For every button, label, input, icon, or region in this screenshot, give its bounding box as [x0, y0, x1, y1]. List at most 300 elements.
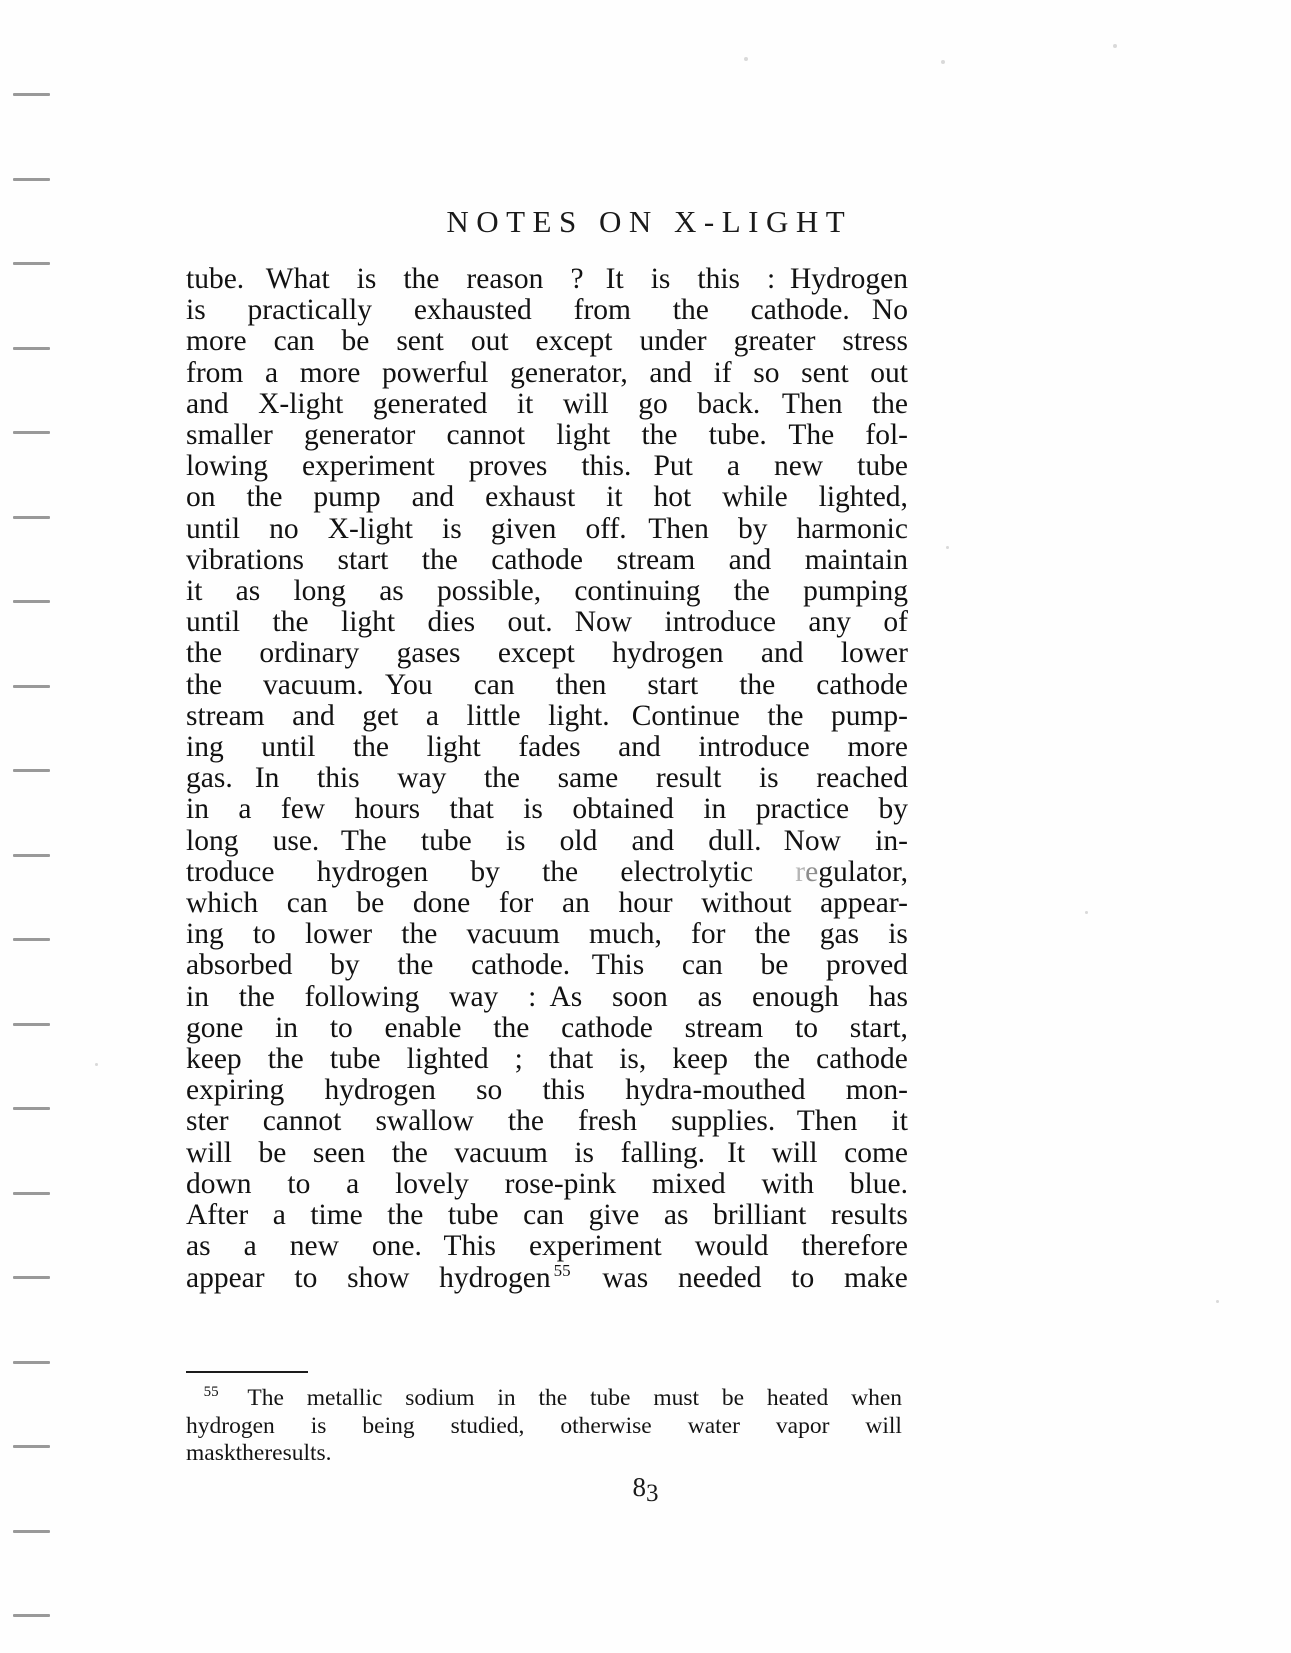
word: stream: [186, 699, 265, 732]
word: more: [847, 731, 908, 764]
edge-mark: [13, 938, 50, 941]
word: and: [728, 543, 772, 576]
word: exhausted: [413, 294, 532, 327]
word: cathode: [816, 1043, 908, 1076]
word: expiring: [186, 1074, 285, 1107]
footnote-marker: 55: [203, 1384, 219, 1401]
word: start: [647, 668, 699, 701]
word: will: [562, 387, 609, 420]
word: until: [261, 731, 316, 764]
text-line: [186, 826, 908, 857]
word: that: [548, 1043, 594, 1076]
text-line: [186, 1138, 908, 1169]
word: in: [703, 793, 727, 826]
text-line: [186, 982, 908, 1013]
word: be: [341, 325, 370, 358]
word: the: [641, 419, 678, 452]
word: swallow: [375, 1105, 474, 1138]
word: it: [891, 1105, 908, 1138]
word: hydrogen $^{55}$: [439, 1260, 571, 1294]
word: the: [538, 1385, 568, 1411]
word: generator,: [510, 356, 628, 389]
word: can: [473, 668, 515, 701]
edge-mark: [13, 1107, 50, 1110]
word: exhaust: [485, 481, 576, 514]
edge-mark: [13, 600, 50, 603]
word: the: [507, 1105, 544, 1138]
word: the: [754, 918, 791, 951]
word: long: [186, 824, 239, 857]
word: studied,: [450, 1412, 525, 1439]
text-line: [186, 701, 908, 732]
word: to: [329, 1011, 353, 1044]
word: from: [186, 356, 244, 389]
word: to: [252, 918, 276, 951]
word: give: [588, 1199, 640, 1232]
word: the: [403, 263, 440, 295]
word: for: [691, 918, 726, 951]
word: possible,: [437, 575, 542, 608]
page-number: [0, 1472, 1291, 1507]
word: brilliant: [712, 1199, 807, 1232]
word: hydrogen: [316, 855, 429, 888]
word: a: [272, 1199, 286, 1232]
word: enough: [751, 980, 839, 1013]
word: will: [186, 1136, 232, 1169]
word: practice: [755, 793, 850, 826]
word: proved: [826, 949, 908, 982]
word: except: [535, 325, 613, 358]
word: pumping: [803, 575, 908, 608]
word: lighted,: [818, 481, 908, 514]
word: generated: [372, 387, 488, 420]
word: come: [844, 1136, 908, 1169]
word: new: [773, 450, 824, 483]
word: the: [401, 918, 438, 951]
scan-speck: [1085, 911, 1088, 914]
word: until: [186, 606, 241, 639]
word: electrolytic: [620, 855, 754, 888]
text-line: [186, 857, 908, 888]
word: reason: [466, 263, 544, 295]
folio-digit: 3: [646, 1480, 659, 1507]
word: obtained: [572, 793, 674, 826]
text-line: [186, 358, 908, 389]
word: by: [330, 949, 360, 982]
word: can: [273, 325, 315, 358]
word: same: [557, 762, 619, 795]
word: ? It: [570, 263, 624, 295]
word: start: [337, 543, 389, 576]
word: appear-: [820, 887, 908, 920]
footnote-reference[interactable]: 55: [553, 1260, 571, 1280]
word: ing: [186, 918, 224, 951]
word: given: [490, 512, 557, 545]
word: to: [795, 1011, 818, 1044]
word: stress: [842, 325, 908, 358]
word: results: [830, 1199, 908, 1232]
word: no: [269, 512, 299, 545]
word: be: [258, 1136, 287, 1169]
word: vibrations: [186, 543, 304, 576]
word: tube: [590, 1385, 631, 1411]
word: appear: [186, 1261, 265, 1294]
word: greater: [733, 325, 816, 358]
word: must: [653, 1385, 700, 1411]
word: the: [246, 481, 283, 514]
word: which: [186, 887, 259, 920]
word: long: [293, 575, 346, 608]
word: therefore: [801, 1230, 908, 1263]
word: gas: [819, 918, 860, 951]
word: the: [542, 855, 579, 888]
word: the: [272, 606, 309, 639]
word: seen: [312, 1136, 366, 1169]
word: so: [476, 1074, 503, 1107]
word: powerful: [381, 356, 489, 389]
word: a: [346, 1167, 360, 1200]
word: is: [442, 512, 462, 545]
word: absorbed: [186, 949, 293, 982]
word: done: [412, 887, 471, 920]
word: so: [753, 356, 780, 389]
word: X-light: [258, 387, 344, 420]
word: as: [663, 1199, 689, 1232]
word: ster: [186, 1105, 229, 1138]
edge-mark: [13, 854, 50, 857]
edge-mark: [13, 178, 50, 181]
word: tube: [857, 450, 908, 483]
word: any: [808, 606, 851, 639]
word: in: [186, 980, 209, 1013]
edge-mark: [13, 769, 50, 772]
word: maintain: [804, 543, 908, 576]
word: the: [397, 949, 434, 982]
word: out. Now: [507, 606, 633, 639]
scan-speck: [1216, 1300, 1219, 1303]
word: hydra-mouthed: [625, 1074, 806, 1107]
scan-speck: [946, 546, 949, 549]
word: gone: [186, 1011, 244, 1044]
word: the: [387, 1199, 424, 1232]
word: would: [694, 1230, 769, 1263]
word: except: [497, 637, 575, 670]
text-line: [186, 763, 908, 794]
word-damaged: regulator,: [795, 855, 908, 888]
word: is: [310, 1412, 327, 1439]
text-line: [186, 420, 908, 451]
word: the: [754, 1043, 791, 1076]
word: will: [865, 1412, 902, 1439]
word: the: [267, 1043, 304, 1076]
scan-speck: [95, 1063, 98, 1066]
word: the: [739, 668, 776, 701]
word: tube. What: [186, 263, 330, 295]
edge-mark: [13, 516, 50, 519]
word: vacuum: [454, 1136, 548, 1169]
word: being: [362, 1412, 415, 1439]
word: a: [264, 356, 279, 389]
word: : As: [528, 980, 583, 1013]
scan-speck: [1113, 44, 1117, 48]
footnote: [186, 1385, 902, 1468]
word: hydrogen: [186, 1412, 275, 1439]
word: hydrogen: [324, 1074, 436, 1107]
word: of: [883, 606, 908, 639]
edge-mark: [13, 262, 50, 265]
word: will: [771, 1136, 818, 1169]
text-line: [186, 732, 908, 763]
word: as: [186, 1230, 211, 1263]
word: time: [310, 1199, 363, 1232]
word: in: [186, 793, 209, 826]
text-line: [186, 919, 908, 950]
word: make: [844, 1261, 908, 1294]
text-line: [186, 1106, 908, 1137]
word: that: [449, 793, 494, 826]
word: the: [733, 575, 770, 608]
text-line: [186, 1260, 908, 1294]
text-line: [186, 514, 908, 545]
word: following: [304, 980, 420, 1013]
word: soon: [612, 980, 668, 1013]
word: blue.: [849, 1167, 908, 1200]
word: is: [523, 793, 543, 826]
word: vapor: [775, 1412, 830, 1439]
word: as: [379, 575, 404, 608]
word: tube: [329, 1043, 381, 1076]
word: it: [516, 387, 534, 420]
word: tube: [420, 824, 472, 857]
word: a: [726, 450, 740, 483]
word: proves: [468, 450, 548, 483]
word: can: [523, 1199, 565, 1232]
word: lowing: [186, 450, 268, 483]
word: little: [466, 699, 521, 732]
word: is: [186, 294, 206, 327]
footnote-line: [186, 1440, 902, 1468]
word: when: [851, 1385, 902, 1411]
edge-mark: [13, 1445, 50, 1448]
word: hour: [618, 887, 673, 920]
word: vacuum. You: [263, 668, 433, 701]
word: and: [649, 356, 692, 389]
word: and: [760, 637, 804, 670]
word: is: [574, 1136, 595, 1169]
scan-speck: [744, 57, 748, 61]
word: the: [672, 294, 709, 327]
word: in: [275, 1011, 299, 1044]
text-line: [186, 1231, 908, 1262]
word: ordinary: [259, 637, 360, 670]
text-line: [186, 607, 908, 638]
word: harmonic: [796, 512, 908, 545]
word: cathode: [816, 668, 908, 701]
word: the: [235, 1440, 265, 1466]
word: otherwise: [560, 1412, 652, 1439]
word: keep: [672, 1043, 728, 1076]
text-line: [186, 264, 908, 295]
word: pump: [313, 481, 381, 514]
footnote-line: [186, 1413, 902, 1441]
word: if: [713, 356, 732, 389]
word: on: [186, 481, 216, 514]
word: mixed: [651, 1167, 726, 1200]
word: the: [871, 387, 908, 420]
word: new: [289, 1230, 339, 1263]
text-line: [186, 888, 908, 919]
word: the: [493, 1011, 530, 1044]
text-line: [186, 545, 908, 576]
word: this. Put: [581, 450, 693, 483]
word: results.: [264, 1440, 332, 1466]
word: stream: [616, 543, 696, 576]
word: falling. It: [620, 1136, 746, 1169]
word: the: [767, 699, 804, 732]
edge-mark: [13, 685, 50, 688]
word: and: [411, 481, 455, 514]
word: without: [701, 887, 792, 920]
text-line: [186, 326, 908, 357]
word: to: [287, 1167, 311, 1200]
word: be: [721, 1385, 745, 1411]
edge-mark: [13, 93, 50, 96]
word: X-light: [327, 512, 413, 545]
text-line: [186, 1044, 908, 1075]
word: out: [470, 325, 509, 358]
word: and: [186, 387, 229, 420]
word: light: [556, 419, 611, 452]
word: as: [697, 980, 723, 1013]
word: a: [243, 1230, 257, 1263]
word: fades: [518, 731, 581, 764]
word: out: [870, 356, 908, 389]
word: sodium: [405, 1385, 475, 1411]
word: cannot: [446, 419, 526, 452]
word: go: [638, 387, 668, 420]
word: in: [497, 1385, 516, 1411]
edge-mark: [13, 1361, 50, 1364]
word: gas. In: [186, 762, 280, 795]
word: by: [737, 512, 768, 545]
word: from: [573, 294, 631, 327]
word: and: [292, 699, 335, 732]
word: start,: [849, 1011, 908, 1044]
word: the: [421, 543, 458, 576]
word: is: [758, 762, 779, 795]
edge-mark: [13, 347, 50, 350]
folio-digit: 8: [632, 1472, 646, 1502]
word: lovely: [395, 1167, 469, 1200]
word: pump-: [830, 699, 908, 732]
word: be: [760, 949, 789, 982]
word: ;: [514, 1043, 523, 1076]
word: much,: [588, 918, 662, 951]
word: generator: [303, 419, 416, 452]
word: practically: [247, 294, 372, 327]
word: the: [238, 980, 275, 1013]
word: use. The: [272, 824, 387, 857]
word: the: [352, 731, 390, 764]
word: fol-: [865, 419, 908, 452]
word: in-: [875, 824, 908, 857]
word: light: [426, 731, 481, 764]
text-line: [186, 1200, 908, 1231]
word: cathode: [491, 543, 584, 576]
word: dies: [427, 606, 476, 639]
text-line: [186, 670, 908, 701]
word: continuing: [574, 575, 701, 608]
word: the: [186, 668, 223, 701]
word: by: [878, 793, 908, 826]
word: is: [505, 824, 526, 857]
word: one. This: [371, 1230, 496, 1263]
word: the: [186, 637, 223, 670]
word: be: [356, 887, 385, 920]
word: old: [559, 824, 598, 857]
word: keep: [186, 1043, 242, 1076]
word: way: [449, 980, 499, 1013]
word: troduce: [186, 855, 275, 888]
word: enable: [384, 1011, 462, 1044]
word: lower: [840, 637, 908, 670]
word: while: [722, 481, 788, 514]
word: hot: [653, 481, 692, 514]
text-line: [186, 1169, 908, 1200]
scanner-edge-marks: [0, 0, 70, 1653]
word: can: [681, 949, 723, 982]
edge-mark: [13, 1530, 50, 1533]
scan-speck: [941, 60, 945, 64]
text-line: [186, 482, 908, 513]
word: show: [347, 1261, 410, 1294]
word: can: [286, 887, 328, 920]
word: lower: [304, 918, 373, 951]
word: introduce: [664, 606, 776, 639]
word: sent: [801, 356, 849, 389]
footnote-line: [186, 1385, 902, 1413]
word: introduce: [698, 731, 810, 764]
edge-mark: [13, 1192, 50, 1195]
word: with: [761, 1167, 814, 1200]
word: cathode. No: [750, 294, 908, 327]
word: more: [299, 356, 361, 389]
word: lighted: [406, 1043, 489, 1076]
word: is,: [619, 1043, 647, 1076]
text-line: [186, 389, 908, 420]
text-line: [186, 950, 908, 981]
word: is: [356, 263, 377, 295]
word: stream: [684, 1011, 764, 1044]
body-text: [186, 264, 908, 1294]
word: until: [186, 512, 241, 545]
text-line: [186, 576, 908, 607]
word: it: [606, 481, 623, 514]
word: smaller: [186, 419, 273, 452]
word: then: [555, 668, 607, 701]
word: tube. The: [708, 419, 835, 452]
word: a: [425, 699, 439, 732]
word: the: [391, 1136, 428, 1169]
word: reached: [816, 762, 908, 795]
word: experiment: [528, 1230, 662, 1263]
word: tube: [447, 1199, 499, 1232]
word: under: [639, 325, 707, 358]
word: light: [341, 606, 396, 639]
word: The: [247, 1385, 284, 1411]
word: more: [186, 325, 247, 358]
word: for: [498, 887, 534, 920]
